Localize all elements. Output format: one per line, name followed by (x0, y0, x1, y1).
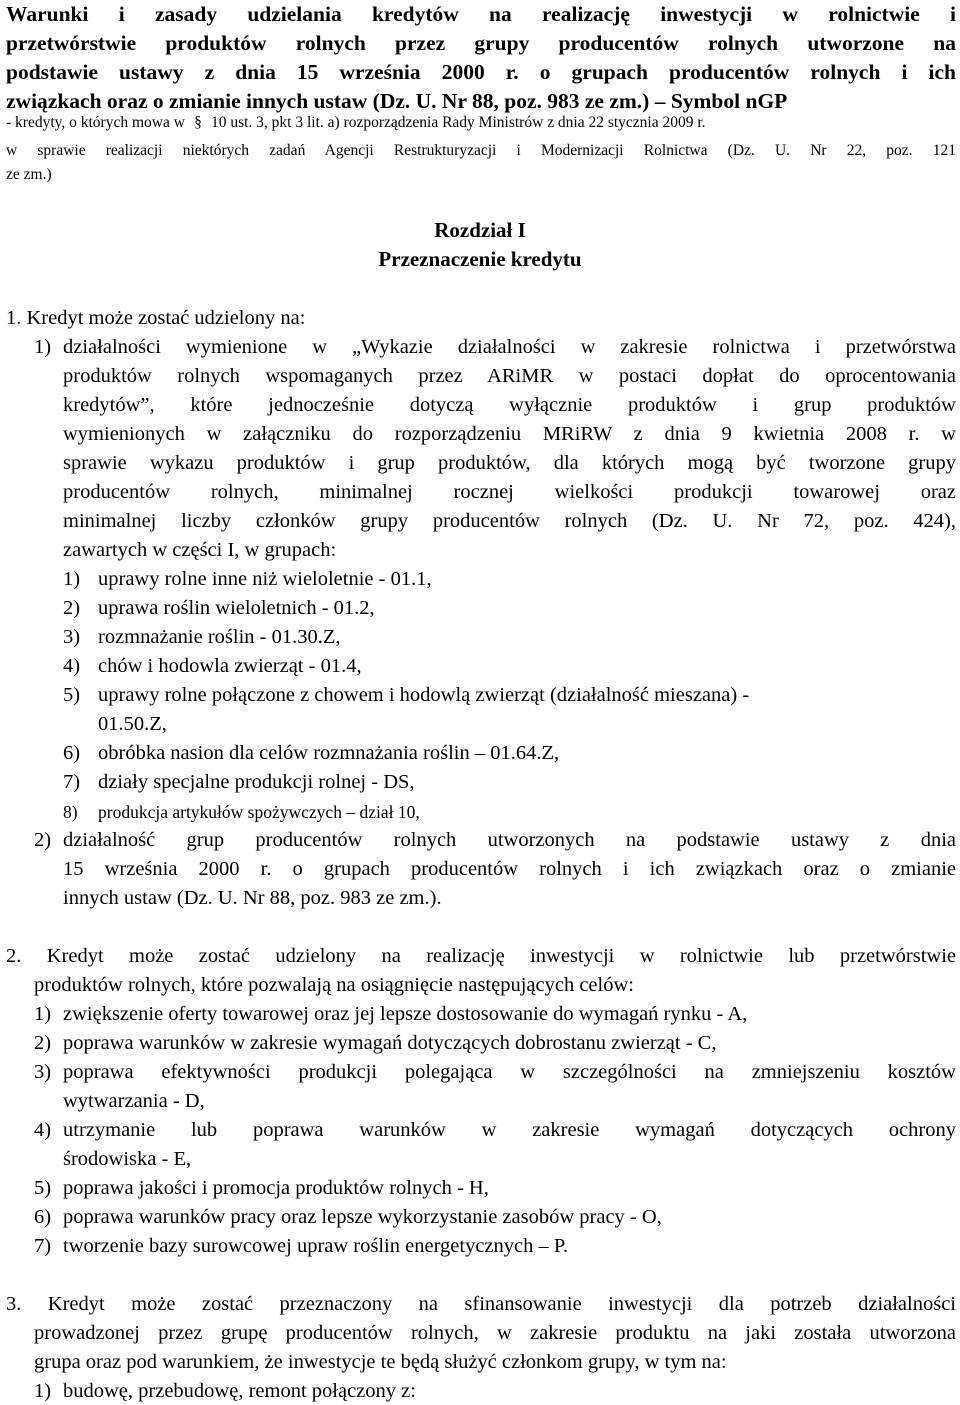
goal-6-number: 6) (34, 1206, 52, 1228)
goal-4-number: 4) (34, 1119, 52, 1141)
goal-1-text: zwiększenie oferty towarowej oraz jej lepsze dostosowanie do wymagań rynku - A, (63, 1003, 748, 1025)
group-8-text: produkcja artykułów spożywczych – dział 10, (98, 802, 420, 822)
section3-item1-text: budowę, przebudowę, remont połączony z: (63, 1380, 416, 1402)
section2-intro-line-2: produktów rolnych, które pozwalają na osiągnięcie następujących celów: (34, 974, 634, 996)
group-3-number: 3) (63, 626, 81, 648)
group-3-text: rozmnażanie roślin - 01.30.Z, (98, 626, 341, 648)
section1-item1-line-2: produktów rolnych wspomaganych przez ARiMR w postaci dopłat do oprocentowania (63, 365, 956, 387)
goal-3-number: 3) (34, 1061, 52, 1083)
header-symbol: – Symbol nGP (649, 89, 788, 113)
goal-7-number: 7) (34, 1235, 52, 1257)
header-line-4 (6, 87, 956, 115)
section1-item1-line-6: producentów rolnych, minimalnej rocznej wielkości produkcji towarowej oraz (63, 481, 956, 503)
header-line-4-text: związkach oraz o zmianie innych ustaw (Dz. U. Nr 88, poz. 983 ze zm.) (6, 89, 650, 113)
section1-item2-number: 2) (34, 829, 52, 851)
section1-item1-number: 1) (34, 336, 52, 358)
section1-item1-line-5: sprawie wykazu produktów i grup produktów, dla których mogą być tworzone grupy (63, 452, 956, 474)
section3-line-1: 3. Kredyt może zostać przeznaczony na sfinansowanie inwestycji dla potrzeb działalności (6, 1293, 956, 1315)
section1-item2-line-3: innych ustaw (Dz. U. Nr 88, poz. 983 ze zm.). (63, 887, 442, 909)
goal-5-text: poprawa jakości i promocja produktów rolnych - H, (63, 1177, 489, 1199)
goal-1-number: 1) (34, 1003, 52, 1025)
subheader-line-2: w sprawie realizacji niektórych zadań Agencji Restrukturyzacji i Modernizacji Rolnictwa (Dz. U. Nr 22, poz. 121 (6, 142, 956, 159)
group-6-number: 6) (63, 742, 81, 764)
section1-item1-line-3: kredytów”, które jednocześnie dotyczą wyłącznie produktów i grup produktów (63, 394, 956, 416)
section1-item1-line-4: wymienionych w załączniku do rozporządzeniu MRiRW z dnia 9 kwietnia 2008 r. w (63, 423, 956, 445)
section3-line-2: prowadzonej przez grupę producentów rolnych, w zakresie produktu na jaki została utworzona (34, 1322, 956, 1344)
group-2-text: uprawa roślin wieloletnich - 01.2, (98, 597, 375, 619)
subheader-line-1 (6, 113, 956, 133)
group-1-number: 1) (63, 568, 81, 590)
group-7-text: działy specjalne produkcji rolnej - DS, (98, 771, 415, 793)
group-5-text: uprawy rolne połączone z chowem i hodowlą zwierząt (działalność mieszana) - (98, 684, 750, 706)
goal-3-text-line-2: wytwarzania - D, (63, 1090, 205, 1112)
section1-item1-line-7: minimalnej liczby członków grupy producentów rolnych (Dz. U. Nr 72, poz. 424), (63, 510, 956, 532)
section3-item1-number: 1) (34, 1380, 52, 1402)
section3-line-3: grupa oraz pod warunkiem, że inwestycje te będą służyć członkom grupy, w tym na: (34, 1351, 727, 1373)
section1-item2-line-1: działalność grup producentów rolnych utworzonych na podstawie ustawy z dnia (63, 829, 956, 851)
header-line-2: przetwórstwie produktów rolnych przez grupy producentów rolnych utworzone na (6, 31, 956, 55)
paragraph-sign-icon: § (194, 114, 202, 131)
group-5-number: 5) (63, 684, 81, 706)
section1-item1-line-8: zawartych w części I, w grupach: (63, 539, 337, 561)
goal-5-number: 5) (34, 1177, 52, 1199)
group-6-text: obróbka nasion dla celów rozmnażania roślin – 01.64.Z, (98, 742, 560, 764)
goal-6-text: poprawa warunków pracy oraz lepsze wykorzystanie zasobów pracy - O, (63, 1206, 662, 1228)
group-7-number: 7) (63, 771, 81, 793)
group-4-text: chów i hodowla zwierząt - 01.4, (98, 655, 362, 677)
goal-2-number: 2) (34, 1032, 52, 1054)
goal-4-text-line-1: utrzymanie lub poprawa warunków w zakresie wymagań dotyczących ochrony (63, 1119, 956, 1141)
chapter-title: Przeznaczenie kredytu (378, 247, 582, 271)
group-1-text: uprawy rolne inne niż wieloletnie - 01.1, (98, 568, 432, 590)
header-line-1: Warunki i zasady udzielania kredytów na realizację inwestycji w rolnictwie i (6, 2, 956, 26)
subheader-line-1b: 10 ust. 3, pkt 3 lit. a) rozporządzenia Rady Ministrów z dnia 22 stycznia 2009 r. (210, 114, 706, 131)
section1-item2-line-2: 15 września 2000 r. o grupach producentów rolnych i ich związkach oraz o zmianie (63, 858, 956, 880)
subheader-line-1a: - kredyty, o których mowa w (6, 114, 185, 131)
section1-item1-line-1: działalności wymienione w „Wykazie działalności w zakresie rolnictwa i przetwórstwa (63, 336, 956, 358)
goal-3-text-line-1: poprawa efektywności produkcji polegająca w szczególności na zmniejszeniu kosztów (63, 1061, 956, 1083)
header-line-3: podstawie ustawy z dnia 15 września 2000 r. o grupach producentów rolnych i ich (6, 60, 956, 84)
goal-7-text: tworzenie bazy surowcowej upraw roślin energetycznych – P. (63, 1235, 569, 1257)
subheader-line-3: ze zm.) (6, 166, 52, 183)
group-8-number: 8) (63, 802, 78, 822)
goal-2-text: poprawa warunków w zakresie wymagań dotyczących dobrostanu zwierząt - C, (63, 1032, 717, 1054)
goal-4-text-line-2: środowiska - E, (63, 1148, 192, 1170)
section1-intro: 1. Kredyt może zostać udzielony na: (6, 307, 306, 329)
group-4-number: 4) (63, 655, 81, 677)
chapter-number: Rozdział I (434, 218, 526, 242)
group-2-number: 2) (63, 597, 81, 619)
group-5-continuation: 01.50.Z, (98, 713, 167, 735)
section2-intro-line-1: 2. Kredyt może zostać udzielony na realizację inwestycji w rolnictwie lub przetwórstwie (6, 945, 956, 967)
